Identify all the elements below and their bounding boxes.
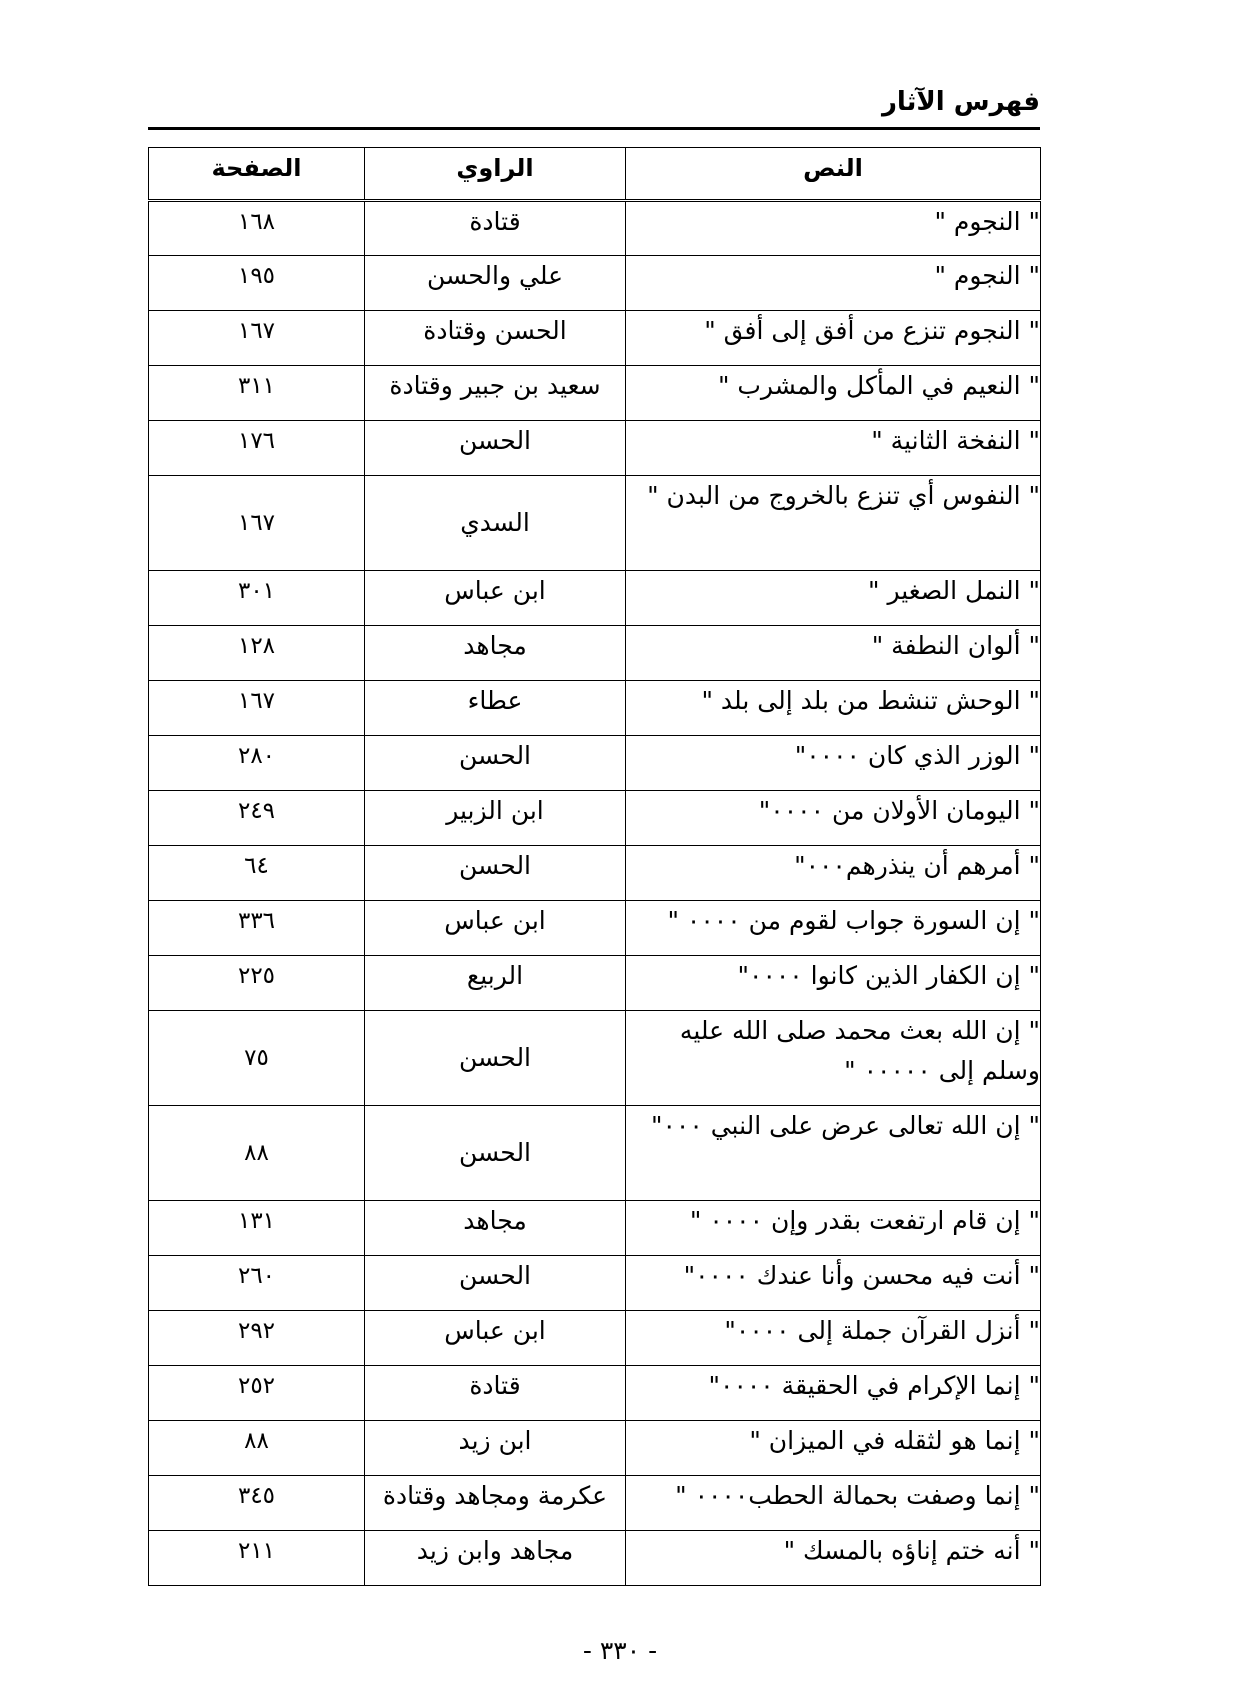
page-cell: ١٧٦: [149, 421, 365, 476]
text-cell: " إنما هو لثقله في الميزان ": [626, 1421, 1041, 1476]
table-row: [149, 901, 1041, 956]
table-row: [149, 1256, 1041, 1311]
table-row: [149, 476, 1041, 571]
text-cell: " إن الكفار الذين كانوا ٠٠٠٠": [626, 956, 1041, 1011]
page-cell: ٧٥: [149, 1011, 365, 1106]
narrator-cell: السدي: [365, 476, 626, 571]
page-cell: ١٦٧: [149, 476, 365, 571]
page-cell: ١٦٧: [149, 311, 365, 366]
page-number: - ٣٣٠ -: [582, 1636, 658, 1665]
text-cell: " أنه ختم إناؤه بالمسك ": [626, 1531, 1041, 1586]
index-table: [148, 147, 1041, 1586]
page-cell: ٣٠١: [149, 571, 365, 626]
narrator-cell: قتادة: [365, 1366, 626, 1421]
table-row: [149, 1476, 1041, 1531]
text-cell: " النعيم في المأكل والمشرب ": [626, 366, 1041, 421]
narrator-cell: سعيد بن جبير وقتادة: [365, 366, 626, 421]
table-row: [149, 201, 1041, 256]
text-cell: " إن الله بعث محمد صلى الله عليه وسلم إلى ٠٠٠٠٠ ": [626, 1011, 1041, 1106]
text-cell: " النفوس أي تنزع بالخروج من البدن ": [626, 476, 1041, 571]
narrator-cell: عكرمة ومجاهد وقتادة: [365, 1476, 626, 1531]
narrator-cell: الحسن: [365, 736, 626, 791]
text-cell: " إنما الإكرام في الحقيقة ٠٠٠٠": [626, 1366, 1041, 1421]
text-cell: " إن قام ارتفعت بقدر وإن ٠٠٠٠ ": [626, 1201, 1041, 1256]
text-cell: " النجوم تنزع من أفق إلى أفق ": [626, 311, 1041, 366]
text-cell: " إن السورة جواب لقوم من ٠٠٠٠ ": [626, 901, 1041, 956]
table-row: [149, 681, 1041, 736]
table-row: [149, 626, 1041, 681]
table-row: [149, 311, 1041, 366]
table-row: [149, 256, 1041, 311]
text-cell: " أنت فيه محسن وأنا عندك ٠٠٠٠": [626, 1256, 1041, 1311]
page-cell: ٢٦٠: [149, 1256, 365, 1311]
narrator-cell: علي والحسن: [365, 256, 626, 311]
page-cell: ٣٣٦: [149, 901, 365, 956]
text-cell: " النجوم ": [626, 201, 1041, 256]
header-row: [149, 148, 1041, 201]
text-cell: " ألوان النطفة ": [626, 626, 1041, 681]
page-cell: ٢٨٠: [149, 736, 365, 791]
page-cell: ٢١١: [149, 1531, 365, 1586]
table-row: [149, 1106, 1041, 1201]
text-cell: " أمرهم أن ينذرهم٠٠٠": [626, 846, 1041, 901]
table-row: [149, 1531, 1041, 1586]
text-cell: " أنزل القرآن جملة إلى ٠٠٠٠": [626, 1311, 1041, 1366]
page-cell: ٢٥٢: [149, 1366, 365, 1421]
narrator-cell: ابن عباس: [365, 571, 626, 626]
column-header-text: النص: [626, 148, 1041, 201]
table-row: [149, 1201, 1041, 1256]
table-row: [149, 846, 1041, 901]
narrator-cell: ابن عباس: [365, 901, 626, 956]
table-row: [149, 421, 1041, 476]
narrator-cell: ابن الزبير: [365, 791, 626, 846]
page-cell: ٨٨: [149, 1421, 365, 1476]
narrator-cell: عطاء: [365, 681, 626, 736]
text-cell: " الوزر الذي كان ٠٠٠٠": [626, 736, 1041, 791]
page-cell: ٦٤: [149, 846, 365, 901]
page-cell: ٨٨: [149, 1106, 365, 1201]
narrator-cell: قتادة: [365, 201, 626, 256]
table-row: [149, 736, 1041, 791]
narrator-cell: ابن عباس: [365, 1311, 626, 1366]
narrator-cell: مجاهد وابن زيد: [365, 1531, 626, 1586]
text-cell: " الوحش تنشط من بلد إلى بلد ": [626, 681, 1041, 736]
page-cell: ١٢٨: [149, 626, 365, 681]
narrator-cell: الحسن: [365, 1011, 626, 1106]
narrator-cell: الربيع: [365, 956, 626, 1011]
page-cell: ٢٩٢: [149, 1311, 365, 1366]
narrator-cell: ابن زيد: [365, 1421, 626, 1476]
text-cell: " النجوم ": [626, 256, 1041, 311]
page-cell: ١٦٧: [149, 681, 365, 736]
header-rule: [148, 127, 1040, 130]
narrator-cell: مجاهد: [365, 626, 626, 681]
page-cell: ٣١١: [149, 366, 365, 421]
column-header-narrator: الراوي: [365, 148, 626, 201]
table-row: [149, 571, 1041, 626]
table-row: [149, 1366, 1041, 1421]
text-cell: " إنما وصفت بحمالة الحطب٠٠٠٠ ": [626, 1476, 1041, 1531]
table-row: [149, 1311, 1041, 1366]
text-cell: " إن الله تعالى عرض على النبي ٠٠٠": [626, 1106, 1041, 1201]
narrator-cell: الحسن: [365, 846, 626, 901]
narrator-cell: مجاهد: [365, 1201, 626, 1256]
page-cell: ٣٤٥: [149, 1476, 365, 1531]
page-cell: ١٩٥: [149, 256, 365, 311]
page-cell: ٢٤٩: [149, 791, 365, 846]
table-row: [149, 1421, 1041, 1476]
narrator-cell: الحسن: [365, 1256, 626, 1311]
table-row: [149, 366, 1041, 421]
narrator-cell: الحسن: [365, 421, 626, 476]
text-cell: " النمل الصغير ": [626, 571, 1041, 626]
page-cell: ٢٢٥: [149, 956, 365, 1011]
table-row: [149, 956, 1041, 1011]
narrator-cell: الحسن وقتادة: [365, 311, 626, 366]
text-cell: " اليومان الأولان من ٠٠٠٠": [626, 791, 1041, 846]
table-row: [149, 791, 1041, 846]
table-row: [149, 1011, 1041, 1106]
page-header: فهرس الآثار: [881, 87, 1040, 117]
narrator-cell: الحسن: [365, 1106, 626, 1201]
text-cell: " النفخة الثانية ": [626, 421, 1041, 476]
column-header-page: الصفحة: [149, 148, 365, 201]
page-cell: ١٣١: [149, 1201, 365, 1256]
page-cell: ١٦٨: [149, 201, 365, 256]
